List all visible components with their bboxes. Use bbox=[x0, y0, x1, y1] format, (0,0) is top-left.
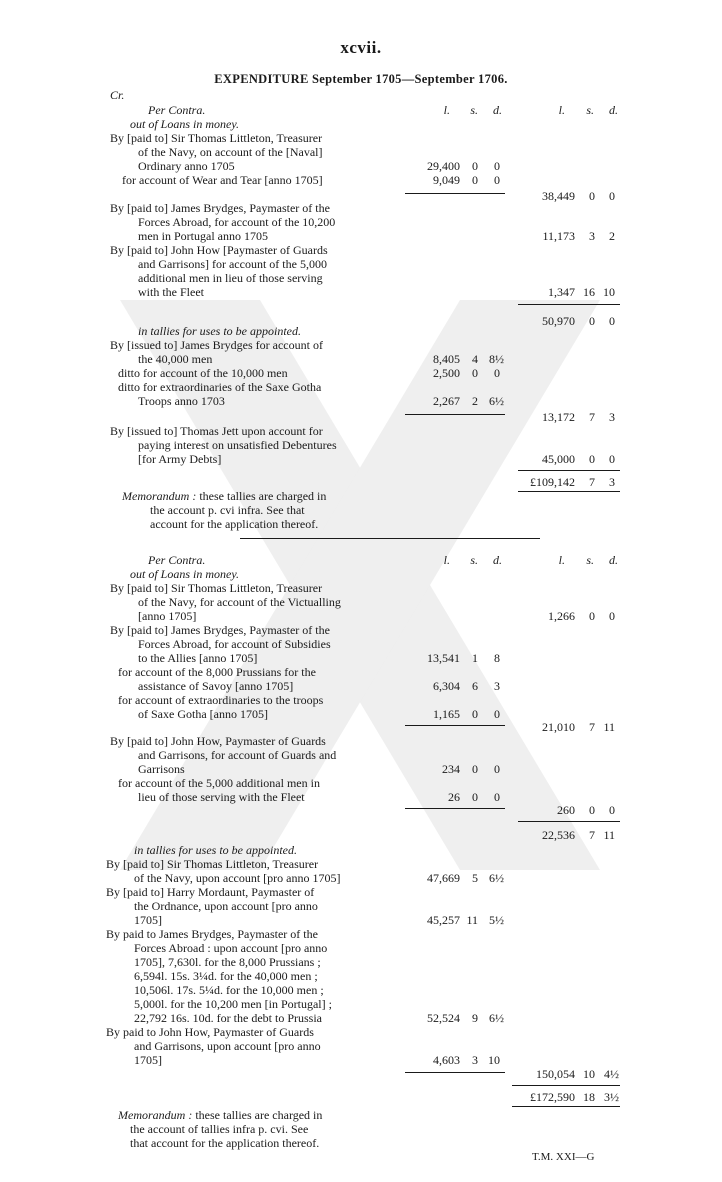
amount-s: 10 bbox=[583, 1067, 595, 1081]
entry-text: for account of the 5,000 additional men in bbox=[118, 776, 320, 790]
grand-total-d: 3½ bbox=[604, 1090, 619, 1104]
entry-text: By paid to John How, Paymaster of Guards bbox=[106, 1025, 314, 1039]
entry-text: 10,506l. 17s. 5¼d. for the 10,000 men ; bbox=[134, 983, 324, 997]
section-divider bbox=[240, 538, 540, 539]
memorandum-line: the account of tallies infra p. cvi. See bbox=[130, 1122, 309, 1136]
entry-text: for account of Wear and Tear [anno 1705] bbox=[122, 173, 323, 187]
col-head-d: d. bbox=[609, 103, 618, 117]
amount-l: 50,970 bbox=[542, 314, 575, 328]
entry-text: By [paid to] Sir Thomas Littleton, Treasurer bbox=[106, 857, 319, 871]
amount-s: 0 bbox=[589, 609, 595, 623]
amount-s: 16 bbox=[583, 285, 595, 299]
memorandum: Memorandum : these tallies are charged in bbox=[122, 489, 327, 503]
loans-label: out of Loans in money. bbox=[130, 567, 240, 581]
entry-text: paying interest on unsatisfied Debentures bbox=[138, 438, 337, 452]
amount-s: 3 bbox=[472, 1053, 478, 1067]
amount-l: 2,500 bbox=[433, 366, 460, 380]
amount-d: 3 bbox=[494, 679, 500, 693]
amount-l: 1,266 bbox=[548, 609, 575, 623]
amount-l: 26 bbox=[448, 790, 460, 804]
col-head-s: s. bbox=[470, 103, 478, 117]
amount-s: 0 bbox=[472, 707, 478, 721]
amount-l: 47,669 bbox=[427, 871, 460, 885]
sum-rule bbox=[512, 1106, 620, 1107]
amount-l: 234 bbox=[442, 762, 460, 776]
tallies-label: in tallies for uses to be appointed. bbox=[138, 324, 301, 338]
amount-l: 8,405 bbox=[433, 352, 460, 366]
entry-text: men in Portugal anno 1705 bbox=[138, 229, 268, 243]
amount-d: 0 bbox=[494, 366, 500, 380]
amount-s: 0 bbox=[589, 803, 595, 817]
amount-s: 5 bbox=[472, 871, 478, 885]
entry-text: By [paid to] Harry Mordaunt, Paymaster of bbox=[106, 885, 315, 899]
entry-text: By [issued to] James Brydges for account of bbox=[110, 338, 323, 352]
amount-l: 6,304 bbox=[433, 679, 460, 693]
entry-text: By [paid to] Sir Thomas Littleton, Treasurer bbox=[110, 131, 323, 145]
amount-d: 11 bbox=[603, 720, 615, 734]
amount-s: 0 bbox=[472, 762, 478, 776]
entry-text: By [paid to] James Brydges, Paymaster of the bbox=[110, 201, 330, 215]
amount-s: 11 bbox=[466, 913, 478, 927]
grand-total-s: 7 bbox=[589, 475, 595, 489]
entry-text: [for Army Debts] bbox=[138, 452, 222, 466]
amount-l: 150,054 bbox=[536, 1067, 575, 1081]
amount-d: 8 bbox=[494, 651, 500, 665]
amount-d: 6½ bbox=[489, 871, 504, 885]
amount-l: 45,257 bbox=[427, 913, 460, 927]
amount-d: 0 bbox=[494, 790, 500, 804]
entry-text: Troops anno 1703 bbox=[138, 394, 225, 408]
amount-l: 22,536 bbox=[542, 828, 575, 842]
amount-l: 2,267 bbox=[433, 394, 460, 408]
entry-text: for account of extraordinaries to the troops bbox=[118, 693, 324, 707]
sum-rule bbox=[405, 414, 505, 415]
sum-rule bbox=[518, 491, 620, 492]
entry-text: 22,792 16s. 10d. for the debt to Prussia bbox=[134, 1011, 322, 1025]
amount-l: 21,010 bbox=[542, 720, 575, 734]
entry-text: with the Fleet bbox=[138, 285, 204, 299]
amount-d: 0 bbox=[609, 452, 615, 466]
entry-text: and Garrisons, upon account [pro anno bbox=[134, 1039, 321, 1053]
col-head-d: d. bbox=[493, 103, 502, 117]
amount-d: 0 bbox=[494, 707, 500, 721]
amount-s: 0 bbox=[472, 159, 478, 173]
col-head-d: d. bbox=[493, 553, 502, 567]
col-head-s: s. bbox=[470, 553, 478, 567]
entry-text: By [paid to] Sir Thomas Littleton, Treasurer bbox=[110, 581, 323, 595]
amount-d: 0 bbox=[609, 609, 615, 623]
entry-text: and Garrisons, for account of Guards and bbox=[138, 748, 337, 762]
amount-d: 6½ bbox=[489, 1011, 504, 1025]
sum-rule bbox=[512, 1085, 620, 1086]
amount-s: 0 bbox=[472, 173, 478, 187]
amount-l: 9,049 bbox=[433, 173, 460, 187]
amount-s: 0 bbox=[472, 366, 478, 380]
page-title: EXPENDITURE September 1705—September 1706. bbox=[214, 72, 508, 86]
grand-total-d: 3 bbox=[609, 475, 615, 489]
tallies-label: in tallies for uses to be appointed. bbox=[134, 843, 297, 857]
amount-s: 7 bbox=[589, 828, 595, 842]
amount-d: 0 bbox=[494, 762, 500, 776]
amount-l: 29,400 bbox=[427, 159, 460, 173]
amount-d: 11 bbox=[603, 828, 615, 842]
entry-text: of the Navy, on account of the [Naval] bbox=[138, 145, 323, 159]
amount-l: 4,603 bbox=[433, 1053, 460, 1067]
col-head-d: d. bbox=[609, 553, 618, 567]
col-head-l: l. bbox=[443, 553, 450, 567]
memorandum-line: the account p. cvi infra. See that bbox=[150, 503, 305, 517]
col-head-l: l. bbox=[558, 553, 565, 567]
entry-text: 5,000l. for the 10,200 men [in Portugal] ; bbox=[134, 997, 332, 1011]
per-contra-label: Per Contra. bbox=[148, 553, 206, 567]
amount-s: 3 bbox=[589, 229, 595, 243]
amount-d: 4½ bbox=[604, 1067, 619, 1081]
footer-signature: T.M. XXI—G bbox=[532, 1151, 595, 1163]
cr-label: Cr. bbox=[110, 88, 125, 102]
amount-d: 2 bbox=[609, 229, 615, 243]
entry-text: of Saxe Gotha [anno 1705] bbox=[138, 707, 268, 721]
entry-text: Forces Abroad, for account of Subsidies bbox=[138, 637, 331, 651]
amount-d: 8½ bbox=[489, 352, 504, 366]
amount-l: 1,165 bbox=[433, 707, 460, 721]
amount-s: 0 bbox=[589, 314, 595, 328]
sum-rule bbox=[518, 470, 620, 471]
entry-text: 1705] bbox=[134, 1053, 162, 1067]
entry-text: 1705] bbox=[134, 913, 162, 927]
amount-d: 0 bbox=[609, 189, 615, 203]
col-head-l: l. bbox=[558, 103, 565, 117]
entry-text: 1705], 7,630l. for the 8,000 Prussians ; bbox=[134, 955, 321, 969]
amount-s: 9 bbox=[472, 1011, 478, 1025]
entry-text: By [issued to] Thomas Jett upon account for bbox=[110, 424, 323, 438]
entry-text: of the Navy, upon account [pro anno 1705] bbox=[134, 871, 341, 885]
page-number: xcvii. bbox=[340, 38, 382, 57]
entry-text: By [paid to] John How, Paymaster of Guards bbox=[110, 734, 326, 748]
sum-rule bbox=[405, 193, 505, 194]
entry-text: By [paid to] John How [Paymaster of Guards bbox=[110, 243, 328, 257]
entry-text: and Garrisons] for account of the 5,000 bbox=[138, 257, 327, 271]
amount-l: 45,000 bbox=[542, 452, 575, 466]
entry-text: ditto for account of the 10,000 men bbox=[118, 366, 288, 380]
loans-label: out of Loans in money. bbox=[130, 117, 240, 131]
entry-text: additional men in lieu of those serving bbox=[138, 271, 323, 285]
amount-d: 6½ bbox=[489, 394, 504, 408]
sum-rule bbox=[405, 1072, 505, 1073]
entry-text: Garrisons bbox=[138, 762, 185, 776]
entry-text: for account of the 8,000 Prussians for the bbox=[118, 665, 316, 679]
entry-text: the 40,000 men bbox=[138, 352, 213, 366]
entry-text: assistance of Savoy [anno 1705] bbox=[138, 679, 294, 693]
sum-rule bbox=[405, 808, 505, 809]
memorandum-line: that account for the application thereof. bbox=[130, 1136, 320, 1150]
amount-s: 4 bbox=[472, 352, 478, 366]
col-head-s: s. bbox=[586, 103, 594, 117]
entry-text: By paid to James Brydges, Paymaster of the bbox=[106, 927, 318, 941]
entry-text: 6,594l. 15s. 3¼d. for the 40,000 men ; bbox=[134, 969, 318, 983]
sum-rule bbox=[518, 304, 620, 305]
amount-l: 260 bbox=[557, 803, 575, 817]
col-head-s: s. bbox=[586, 553, 594, 567]
amount-d: 0 bbox=[609, 314, 615, 328]
entry-text: the Ordnance, upon account [pro anno bbox=[134, 899, 318, 913]
entry-text: to the Allies [anno 1705] bbox=[138, 651, 258, 665]
entry-text: Forces Abroad : upon account [pro anno bbox=[134, 941, 328, 955]
entry-text: ditto for extraordinaries of the Saxe Gotha bbox=[118, 380, 322, 394]
memorandum: Memorandum : these tallies are charged in bbox=[118, 1108, 323, 1122]
sum-rule bbox=[518, 821, 620, 822]
amount-l: 52,524 bbox=[427, 1011, 460, 1025]
amount-s: 2 bbox=[472, 394, 478, 408]
amount-d: 5½ bbox=[489, 913, 504, 927]
amount-d: 0 bbox=[494, 173, 500, 187]
grand-total-l: £109,142 bbox=[530, 475, 575, 489]
amount-s: 7 bbox=[589, 410, 595, 424]
amount-s: 0 bbox=[589, 452, 595, 466]
entry-text: [anno 1705] bbox=[138, 609, 197, 623]
grand-total-l: £172,590 bbox=[530, 1090, 575, 1104]
amount-l: 13,541 bbox=[427, 651, 460, 665]
entry-text: By [paid to] James Brydges, Paymaster of the bbox=[110, 623, 330, 637]
entry-text: lieu of those serving with the Fleet bbox=[138, 790, 305, 804]
amount-s: 0 bbox=[472, 790, 478, 804]
amount-s: 6 bbox=[472, 679, 478, 693]
amount-d: 0 bbox=[609, 803, 615, 817]
amount-s: 7 bbox=[589, 720, 595, 734]
memorandum-line: account for the application thereof. bbox=[150, 517, 319, 531]
entry-text: Forces Abroad, for account of the 10,200 bbox=[138, 215, 336, 229]
amount-s: 1 bbox=[472, 651, 478, 665]
amount-l: 1,347 bbox=[548, 285, 575, 299]
amount-d: 10 bbox=[488, 1053, 500, 1067]
amount-l: 11,173 bbox=[542, 229, 575, 243]
amount-s: 0 bbox=[589, 189, 595, 203]
amount-d: 10 bbox=[603, 285, 615, 299]
entry-text: of the Navy, for account of the Victualling bbox=[138, 595, 341, 609]
per-contra-label: Per Contra. bbox=[148, 103, 206, 117]
amount-d: 0 bbox=[494, 159, 500, 173]
sum-rule bbox=[405, 725, 505, 726]
amount-d: 3 bbox=[609, 410, 615, 424]
entry-text: Ordinary anno 1705 bbox=[138, 159, 235, 173]
amount-l: 38,449 bbox=[542, 189, 575, 203]
amount-l: 13,172 bbox=[542, 410, 575, 424]
col-head-l: l. bbox=[443, 103, 450, 117]
grand-total-s: 18 bbox=[583, 1090, 595, 1104]
